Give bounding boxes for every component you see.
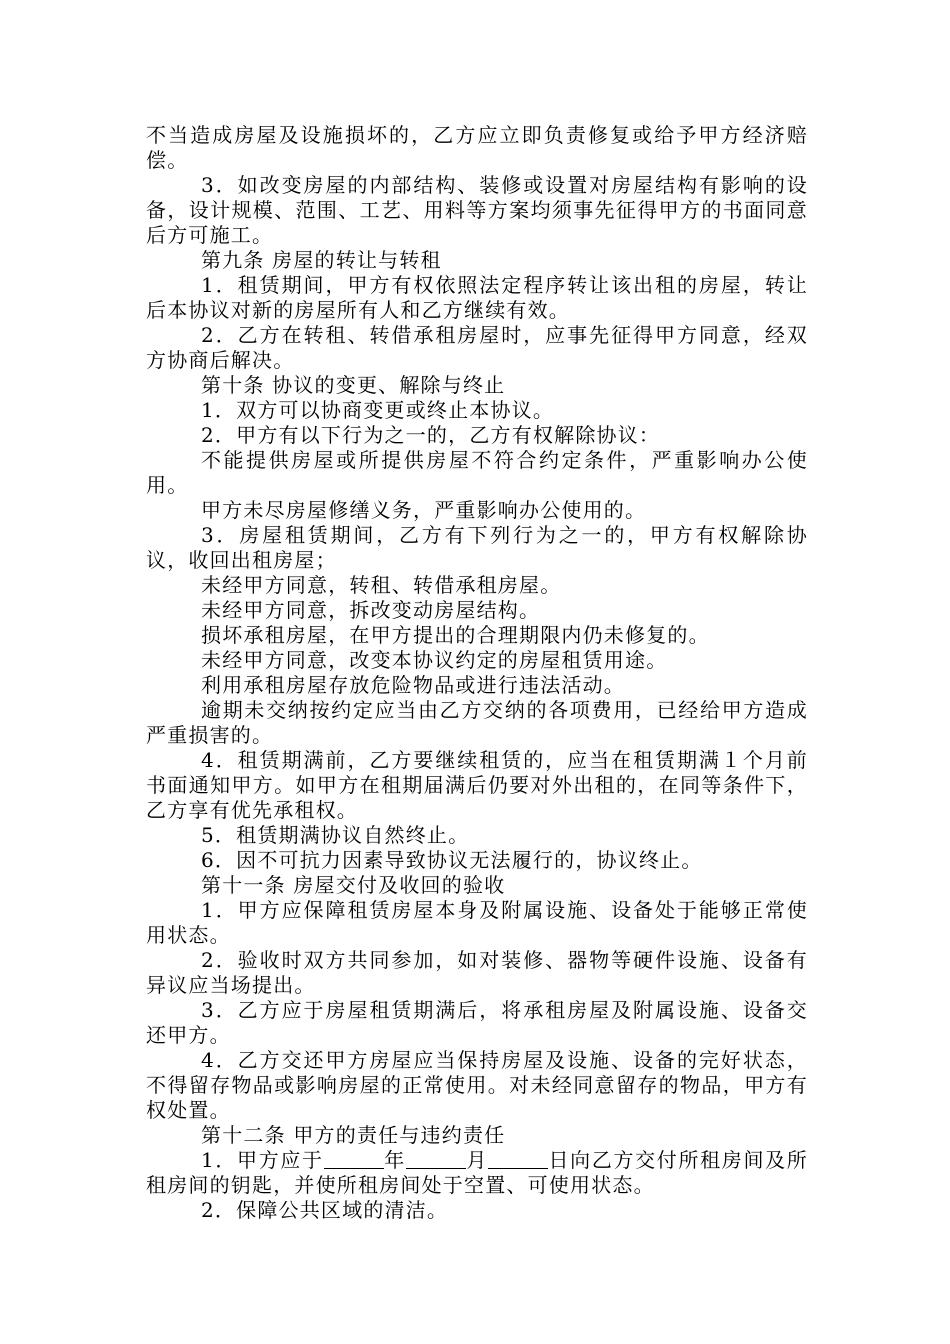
section-heading: 第十一条 房屋交付及收回的验收 bbox=[201, 873, 506, 897]
paragraph: 3．如改变房屋的内部结构、装修或设置对房屋结构有影响的设备，设计规模、范围、工艺、用料等方案均须事先征得甲方的书面同意后方可施工。 bbox=[146, 173, 808, 247]
paragraph: 1．租赁期间，甲方有权依照法定程序转让该出租的房屋，转让后本协议对新的房屋所有人和乙方继续有效。 bbox=[146, 273, 808, 322]
paragraph: 未经甲方同意，改变本协议约定的房屋租赁用途。 bbox=[201, 648, 668, 672]
paragraph: 2．乙方在转租、转借承租房屋时，应事先征得甲方同意，经双方协商后解决。 bbox=[146, 323, 808, 372]
paragraph: 未经甲方同意，拆改变动房屋结构。 bbox=[201, 598, 541, 622]
year-label: 年 bbox=[383, 1148, 406, 1172]
paragraph: 不当造成房屋及设施损坏的，乙方应立即负责修复或给予甲方经济赔偿。 bbox=[146, 123, 808, 172]
section-heading: 第十二条 甲方的责任与违约责任 bbox=[201, 1123, 506, 1147]
paragraph: 2．验收时双方共同参加，如对装修、器物等硬件设施、设备有异议应当场提出。 bbox=[146, 948, 808, 997]
paragraph: 2．保障公共区域的清洁。 bbox=[201, 1198, 449, 1222]
month-label: 月 bbox=[465, 1148, 489, 1172]
delivery-suffix: 日向乙方交付所租房间及所租房间的钥匙，并使所租房间处于空置、可使用状态。 bbox=[146, 1148, 809, 1197]
month-blank bbox=[406, 1150, 466, 1169]
paragraph: 1．双方可以协商变更或终止本协议。 bbox=[201, 398, 555, 422]
paragraph: 2．甲方有以下行为之一的，乙方有权解除协议： bbox=[201, 423, 661, 447]
paragraph: 不能提供房屋或所提供房屋不符合约定条件，严重影响办公使用。 bbox=[146, 448, 808, 497]
section-heading: 第十条 协议的变更、解除与终止 bbox=[201, 373, 506, 397]
paragraph: 1．甲方应保障租赁房屋本身及附属设施、设备处于能够正常使用状态。 bbox=[146, 898, 808, 947]
delivery-prefix: 1．甲方应于 bbox=[201, 1148, 324, 1172]
paragraph: 3．乙方应于房屋租赁期满后，将承租房屋及附属设施、设备交还甲方。 bbox=[146, 998, 808, 1047]
paragraph: 6．因不可抗力因素导致协议无法履行的，协议终止。 bbox=[201, 848, 703, 872]
paragraph: 利用承租房屋存放危险物品或进行违法活动。 bbox=[201, 673, 625, 697]
document-body bbox=[146, 123, 808, 1223]
section-heading: 第九条 房屋的转让与转租 bbox=[201, 248, 442, 272]
paragraph: 甲方未尽房屋修缮义务，严重影响办公使用的。 bbox=[201, 498, 647, 522]
delivery-clause bbox=[146, 1148, 808, 1198]
paragraph: 4．租赁期满前，乙方要继续租赁的，应当在租赁期满１个月前书面通知甲方。如甲方在租期届满后仍要对外出租的，在同等条件下，乙方享有优先承租权。 bbox=[146, 748, 808, 822]
day-blank bbox=[488, 1150, 548, 1169]
paragraph: 5．租赁期满协议自然终止。 bbox=[201, 823, 470, 847]
paragraph: 逾期未交纳按约定应当由乙方交纳的各项费用，已经给甲方造成严重损害的。 bbox=[146, 698, 808, 747]
year-blank bbox=[324, 1150, 384, 1169]
paragraph: 3．房屋租赁期间，乙方有下列行为之一的，甲方有权解除协议，收回出租房屋； bbox=[146, 523, 808, 572]
paragraph: 损坏承租房屋，在甲方提出的合理期限内仍未修复的。 bbox=[201, 623, 710, 647]
paragraph: 4．乙方交还甲方房屋应当保持房屋及设施、设备的完好状态，不得留存物品或影响房屋的正常使用。对未经同意留存的物品，甲方有权处置。 bbox=[146, 1048, 808, 1122]
paragraph: 未经甲方同意，转租、转借承租房屋。 bbox=[201, 573, 562, 597]
